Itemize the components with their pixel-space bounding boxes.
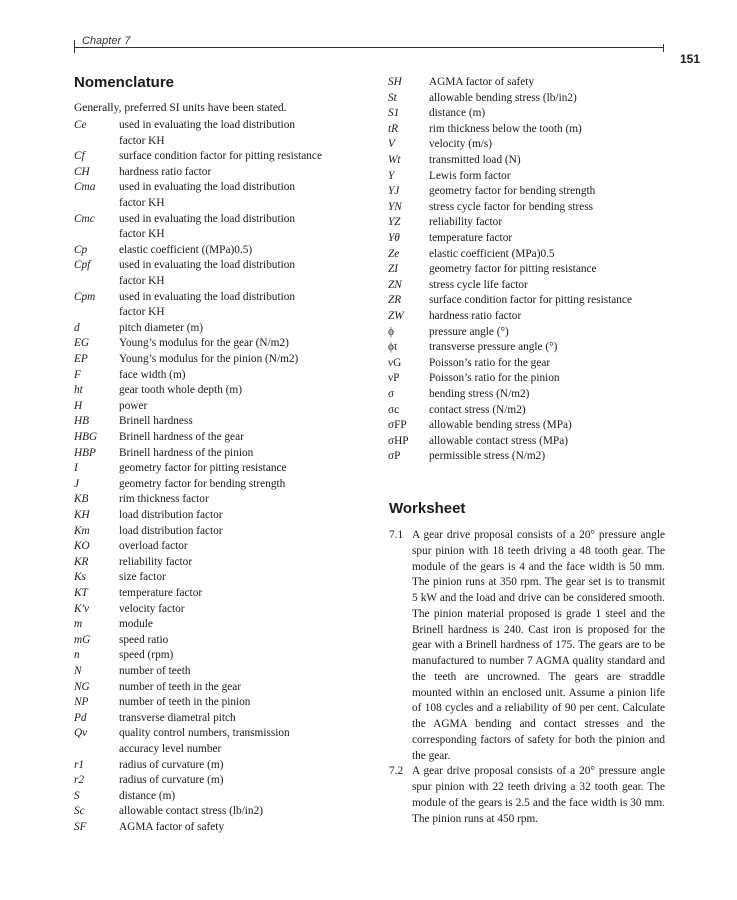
nomenclature-description: geometry factor for pitting resistance — [429, 263, 597, 276]
nomenclature-symbol: m — [74, 618, 83, 631]
nomenclature-symbol: Km — [74, 524, 90, 537]
nomenclature-symbol: Ze — [388, 247, 400, 260]
nomenclature-description: factor KH — [119, 197, 165, 209]
worksheet-item-number: 7.1 — [389, 529, 404, 541]
worksheet-item-text: A gear drive proposal consists of a 20° pressure angle spur pinion with 18 teeth driving a 48 tooth gear. The module of the gears is 4 and the face width is 50 mm. The pinion runs at 350 rpm. The gear set is to transmit 5 kW and the load and drive can be considered smooth. The pinion material proposed is grade 1 steel and the Brinell hardness is 240. Cast iron is proposed for the gear with a Brinell hardness of 175. The gears are to be manufactured to number 7 AGMA quality standard and the teeth are uncrowned. The gears are straddle mounted within an enclosed unit. Assume a pinion life of 108 cycles and a reliability of 90 per cent. Calculate the AGMA bending and contact stresses and the corresponding factors of safety for both the pinion and the gear. — [412, 529, 665, 762]
nomenclature-description: radius of curvature (m) — [119, 758, 224, 771]
nomenclature-description: Brinell hardness of the gear — [119, 431, 244, 443]
worksheet-item-number: 7.2 — [389, 765, 404, 778]
nomenclature-description: velocity (m/s) — [429, 138, 493, 151]
nomenclature-symbol: SF — [74, 821, 87, 833]
nomenclature-description: factor KH — [119, 134, 165, 147]
nomenclature-symbol: Cma — [74, 181, 96, 194]
header-rule — [74, 47, 664, 48]
nomenclature-description: Brinell hardness — [119, 415, 193, 428]
nomenclature-symbol: YN — [388, 200, 402, 213]
nomenclature-symbol: Pd — [74, 711, 87, 724]
nomenclature-description: elastic coefficient ((MPa)0.5) — [119, 243, 253, 256]
nomenclature-description: elastic coefficient (MPa)0.5 — [429, 247, 555, 260]
worksheet-item — [389, 528, 665, 764]
nomenclature-description: Poisson’s ratio for the pinion — [429, 372, 560, 385]
nomenclature-symbol: NP — [74, 696, 89, 709]
nomenclature-description: transmitted load (N) — [429, 154, 521, 166]
nomenclature-description: used in evaluating the load distribution — [119, 290, 296, 303]
nomenclature-symbol: Cpf — [74, 259, 91, 272]
nomenclature-symbol: σP — [388, 450, 401, 463]
nomenclature-description: AGMA factor of safety — [429, 76, 535, 88]
nomenclature-description: hardness ratio factor — [119, 165, 212, 178]
nomenclature-description: quality control numbers, transmission — [119, 727, 290, 740]
nomenclature-symbol: CH — [74, 165, 90, 178]
nomenclature-description: Young’s modulus for the pinion (N/m2) — [119, 353, 299, 365]
nomenclature-symbol: σc — [388, 403, 400, 416]
running-header-chapter: Chapter 7 — [82, 35, 131, 47]
nomenclature-symbol: KB — [74, 493, 89, 506]
nomenclature-description: contact stress (N/m2) — [429, 403, 526, 416]
nomenclature-symbol: Y — [388, 169, 395, 182]
nomenclature-description: reliability factor — [429, 216, 503, 229]
nomenclature-symbol: K′v — [74, 602, 90, 615]
nomenclature-description: transverse pressure angle (°) — [429, 341, 558, 354]
nomenclature-intro: Generally, preferred SI units have been stated. — [74, 102, 287, 114]
nomenclature-description: allowable contact stress (lb/in2) — [119, 805, 263, 818]
nomenclature-description: used in evaluating the load distribution — [119, 181, 296, 194]
nomenclature-description: rim thickness factor — [119, 493, 209, 506]
nomenclature-symbol: mG — [74, 633, 91, 646]
nomenclature-symbol: tR — [388, 122, 399, 135]
nomenclature-description: distance (m) — [429, 107, 486, 120]
nomenclature-description: overload factor — [119, 540, 188, 553]
nomenclature-description: temperature factor — [429, 232, 513, 244]
nomenclature-description: speed (rpm) — [119, 649, 174, 662]
nomenclature-symbol: n — [74, 649, 80, 662]
nomenclature-description: rim thickness below the tooth (m) — [429, 122, 582, 135]
nomenclature-description: permissible stress (N/m2) — [429, 450, 546, 463]
nomenclature-description: gear tooth whole depth (m) — [119, 384, 242, 397]
nomenclature-symbol: νP — [388, 372, 400, 385]
nomenclature-symbol: r1 — [74, 758, 85, 771]
nomenclature-description: used in evaluating the load distribution — [119, 259, 296, 272]
nomenclature-symbol: Cp — [74, 243, 88, 256]
nomenclature-description: temperature factor — [119, 587, 203, 599]
nomenclature-description: power — [119, 399, 148, 412]
nomenclature-symbol: S — [74, 789, 80, 802]
nomenclature-symbol: NG — [74, 680, 90, 693]
nomenclature-description: geometry factor for pitting resistance — [119, 462, 287, 475]
nomenclature-symbol: YZ — [388, 216, 401, 229]
nomenclature-description: module — [119, 618, 153, 631]
nomenclature-symbol: I — [74, 462, 78, 475]
nomenclature-symbol: νG — [388, 356, 402, 369]
nomenclature-description: number of teeth in the gear — [119, 680, 242, 693]
nomenclature-symbol: Cf — [74, 150, 85, 163]
nomenclature-symbol: F — [74, 368, 81, 381]
nomenclature-symbol: St — [388, 91, 397, 104]
nomenclature-description: transverse diametral pitch — [119, 711, 236, 724]
worksheet-item-text: A gear drive proposal consists of a 20° pressure angle spur pinion with 22 teeth driving a 32 tooth gear. The module of the gears is 2.5 and the face width is 30 mm. The pinion runs at 450 rpm. — [412, 765, 665, 825]
nomenclature-description: velocity factor — [119, 602, 185, 615]
nomenclature-description: AGMA factor of safety — [119, 821, 225, 833]
nomenclature-description: radius of curvature (m) — [119, 774, 224, 787]
nomenclature-description: reliability factor — [119, 555, 193, 568]
nomenclature-symbol: Ce — [74, 119, 87, 131]
nomenclature-description: number of teeth — [119, 665, 191, 677]
nomenclature-description: Brinell hardness of the pinion — [119, 446, 254, 459]
nomenclature-symbol: EP — [74, 353, 88, 365]
nomenclature-symbol: H — [74, 399, 83, 412]
worksheet-list — [389, 528, 665, 827]
nomenclature-symbol: Sc — [74, 805, 85, 818]
nomenclature-description: load distribution factor — [119, 509, 223, 521]
nomenclature-description: used in evaluating the load distribution — [119, 212, 296, 225]
nomenclature-description: bending stress (N/m2) — [429, 388, 530, 400]
nomenclature-symbol: ZR — [388, 294, 402, 307]
nomenclature-description: geometry factor for bending strength — [429, 185, 596, 198]
nomenclature-symbol: ZN — [388, 278, 402, 291]
nomenclature-description: Lewis form factor — [429, 169, 511, 182]
nomenclature-description: speed ratio — [119, 633, 169, 646]
nomenclature-symbol: r2 — [74, 774, 85, 787]
nomenclature-description: geometry factor for bending strength — [119, 477, 286, 490]
nomenclature-description: factor KH — [119, 306, 165, 319]
nomenclature-symbol: SH — [388, 76, 402, 88]
nomenclature-symbol: σ — [388, 388, 395, 400]
nomenclature-description: Poisson’s ratio for the gear — [429, 356, 551, 369]
nomenclature-description: accuracy level number — [119, 743, 222, 755]
nomenclature-description: allowable bending stress (lb/in2) — [429, 91, 577, 104]
nomenclature-description: allowable contact stress (MPa) — [429, 434, 568, 447]
nomenclature-symbol: S1 — [388, 107, 400, 120]
nomenclature-symbol: KO — [74, 540, 90, 553]
nomenclature-symbol: V — [388, 138, 395, 151]
nomenclature-description: hardness ratio factor — [429, 310, 522, 322]
nomenclature-symbol: HB — [74, 415, 90, 428]
nomenclature-description: stress cycle life factor — [429, 278, 528, 291]
nomenclature-symbol: KR — [74, 555, 89, 568]
nomenclature-symbol: KH — [74, 509, 90, 521]
nomenclature-symbol: HBP — [74, 446, 96, 459]
nomenclature-description: factor KH — [119, 275, 165, 287]
nomenclature-description: surface condition factor for pitting resistance — [119, 150, 322, 163]
nomenclature-description: face width (m) — [119, 368, 186, 381]
nomenclature-symbol: Wt — [388, 154, 401, 166]
nomenclature-symbol: EG — [74, 337, 90, 350]
header-rule-tick-right — [663, 44, 664, 52]
nomenclature-description: used in evaluating the load distribution — [119, 119, 296, 131]
nomenclature-symbol: N — [74, 665, 82, 677]
page-number: 151 — [680, 52, 701, 66]
nomenclature-symbol: ZW — [388, 310, 404, 322]
nomenclature-symbol: HBG — [74, 431, 98, 443]
nomenclature-description: factor KH — [119, 228, 165, 241]
nomenclature-symbol: Ks — [74, 571, 86, 584]
worksheet-item — [389, 764, 665, 827]
nomenclature-description: Young’s modulus for the gear (N/m2) — [119, 337, 289, 350]
nomenclature-symbol: Qv — [74, 727, 88, 740]
nomenclature-symbol: Yθ — [388, 232, 400, 244]
nomenclature-symbol: KT — [74, 587, 88, 599]
worksheet-heading: Worksheet — [389, 500, 466, 517]
nomenclature-description: pitch diameter (m) — [119, 321, 204, 334]
nomenclature-description: load distribution factor — [119, 524, 223, 537]
nomenclature-symbol: YJ — [388, 185, 400, 198]
nomenclature-description: stress cycle factor for bending stress — [429, 200, 594, 213]
nomenclature-symbol: Cmc — [74, 212, 95, 225]
nomenclature-description: number of teeth in the pinion — [119, 696, 251, 709]
nomenclature-heading: Nomenclature — [74, 74, 175, 91]
nomenclature-description: surface condition factor for pitting resistance — [429, 294, 632, 307]
nomenclature-symbol: σHP — [388, 434, 409, 447]
nomenclature-symbol: d — [74, 321, 80, 334]
nomenclature-symbol: J — [74, 477, 80, 490]
nomenclature-symbol: ZI — [388, 263, 399, 276]
nomenclature-description: allowable bending stress (MPa) — [429, 419, 572, 432]
nomenclature-symbol: ϕ — [388, 325, 394, 338]
nomenclature-description: pressure angle (°) — [429, 325, 509, 338]
nomenclature-symbol: ϕt — [388, 341, 398, 354]
nomenclature-symbol: Cpm — [74, 290, 96, 303]
nomenclature-description: size factor — [119, 571, 166, 584]
nomenclature-symbol: ht — [74, 384, 83, 397]
nomenclature-description: distance (m) — [119, 789, 176, 802]
nomenclature-symbol: σFP — [388, 419, 407, 432]
